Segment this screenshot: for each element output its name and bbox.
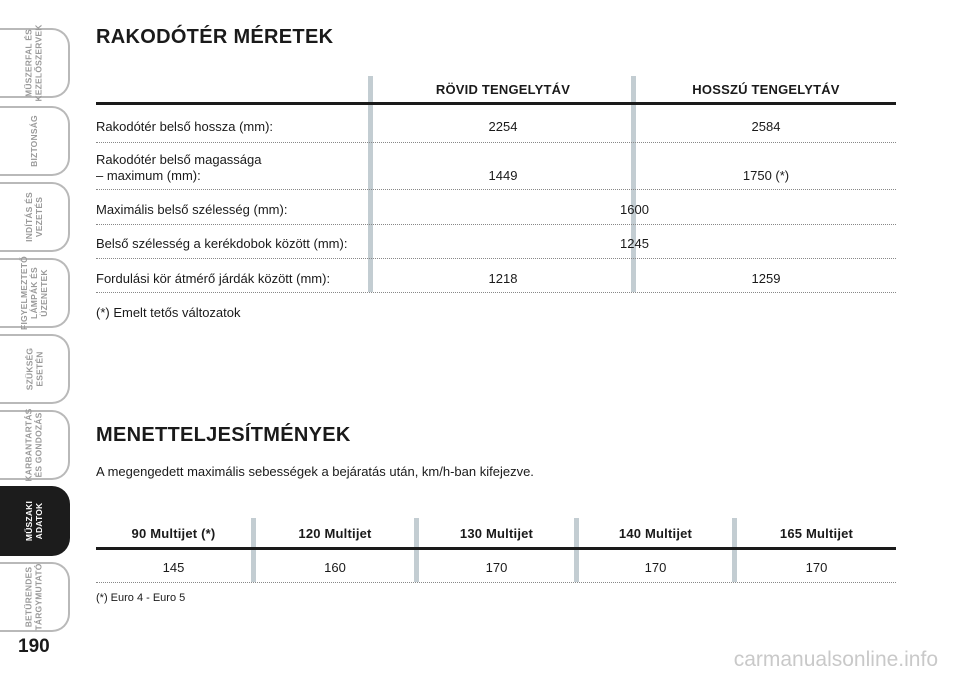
- tab-label-text: MŰSZAKI ADATOK: [24, 500, 44, 542]
- tab-szukseg[interactable]: [0, 334, 70, 404]
- tab-label-text: INDÍTÁS ÉS VEZETÉS: [23, 192, 44, 242]
- speed-value: 170: [485, 560, 508, 575]
- header-short-wheelbase: RÖVID TENGELYTÁV: [435, 82, 571, 97]
- speed-value: 170: [644, 560, 667, 575]
- row-divider: [96, 189, 896, 190]
- header-engine: 120 Multijet: [298, 526, 372, 541]
- header-rule: [96, 547, 896, 550]
- header-engine: 140 Multijet: [618, 526, 693, 541]
- row-divider: [96, 224, 896, 225]
- row-value-short: 1218: [488, 271, 518, 286]
- header-engine: 90 Multijet (*): [131, 526, 216, 541]
- tab-muszerfal[interactable]: [0, 24, 70, 102]
- tab-targymutato[interactable]: [0, 562, 70, 632]
- tab-figyelmezteto[interactable]: [0, 258, 70, 328]
- speed-value: 170: [805, 560, 828, 575]
- row-label: Belső szélesség a kerékdobok között (mm):: [96, 236, 348, 251]
- tab-biztonsag[interactable]: [0, 106, 70, 176]
- header-engine: 130 Multijet: [459, 526, 534, 541]
- row-divider: [96, 582, 896, 583]
- tab-label: [24, 563, 44, 630]
- row-divider: [96, 258, 896, 259]
- page-number: 190: [18, 636, 50, 657]
- section-title-dimensions: RAKODÓTÉR MÉRETEK: [96, 26, 334, 48]
- row-label: – maximum (mm):: [96, 168, 201, 183]
- header-long-wheelbase: HOSSZÚ TENGELYTÁV: [692, 82, 840, 97]
- tab-label-text: SZÜKSÉG ESETÉN: [24, 347, 44, 391]
- header-engine: 165 Multijet: [779, 526, 854, 541]
- row-label: Rakodótér belső magassága: [96, 152, 262, 167]
- tab-label-text: FIGYELMEZTETŐ LÁMPÁK ÉS ÜZENETEK: [19, 256, 49, 330]
- row-value-both: 1245: [620, 236, 649, 251]
- tab-label: [24, 408, 44, 481]
- tab-label-text: BETŰRENDES TÁRGYMUTATÓ: [23, 563, 44, 631]
- tab-label-text: MŰSZERFAL ÉS KEZELŐSZERVEK: [24, 24, 45, 102]
- row-value-short: 1449: [488, 168, 518, 183]
- speed-value: 160: [324, 560, 346, 575]
- row-value-long: 1750 (*): [742, 168, 790, 183]
- tab-label: [24, 501, 44, 541]
- performance-footnote: (*) Euro 4 - Euro 5: [96, 592, 186, 604]
- tab-karbantartas[interactable]: [0, 410, 70, 480]
- row-value-long: 1259: [751, 271, 781, 286]
- speed-value: 145: [162, 560, 185, 575]
- row-divider: [96, 292, 896, 293]
- performance-intro: A megengedett maximális sebességek a bejáratás után, km/h-ban kifejezve.: [96, 464, 534, 479]
- tab-inditas[interactable]: [0, 182, 70, 252]
- column-divider: [631, 76, 636, 292]
- tab-label: [24, 348, 44, 391]
- tab-label-text: BIZTONSÁG: [28, 115, 39, 167]
- tab-label: [24, 192, 44, 242]
- watermark: carmanualsonline.info: [733, 648, 938, 671]
- row-label: Rakodótér belső hossza (mm):: [96, 119, 274, 134]
- tab-label: [24, 24, 44, 101]
- tab-muszaki-adatok[interactable]: [0, 486, 70, 556]
- dimensions-footnote: (*) Emelt tetős változatok: [96, 305, 241, 320]
- section-title-performance: MENETTELJESÍTMÉNYEK: [96, 424, 351, 446]
- row-divider: [96, 142, 896, 143]
- tab-label-text: KARBANTARTÁS ÉS GONDOZÁS: [24, 408, 45, 482]
- row-value-long: 2584: [751, 119, 781, 134]
- row-label: Fordulási kör átmérő járdák között (mm):: [96, 271, 331, 286]
- row-label: Maximális belső szélesség (mm):: [96, 202, 288, 217]
- tab-label: [19, 256, 49, 330]
- row-value-short: 2254: [488, 119, 518, 134]
- header-rule: [96, 102, 896, 105]
- row-value-both: 1600: [620, 202, 649, 217]
- column-divider: [368, 76, 373, 292]
- tab-label: [29, 115, 39, 167]
